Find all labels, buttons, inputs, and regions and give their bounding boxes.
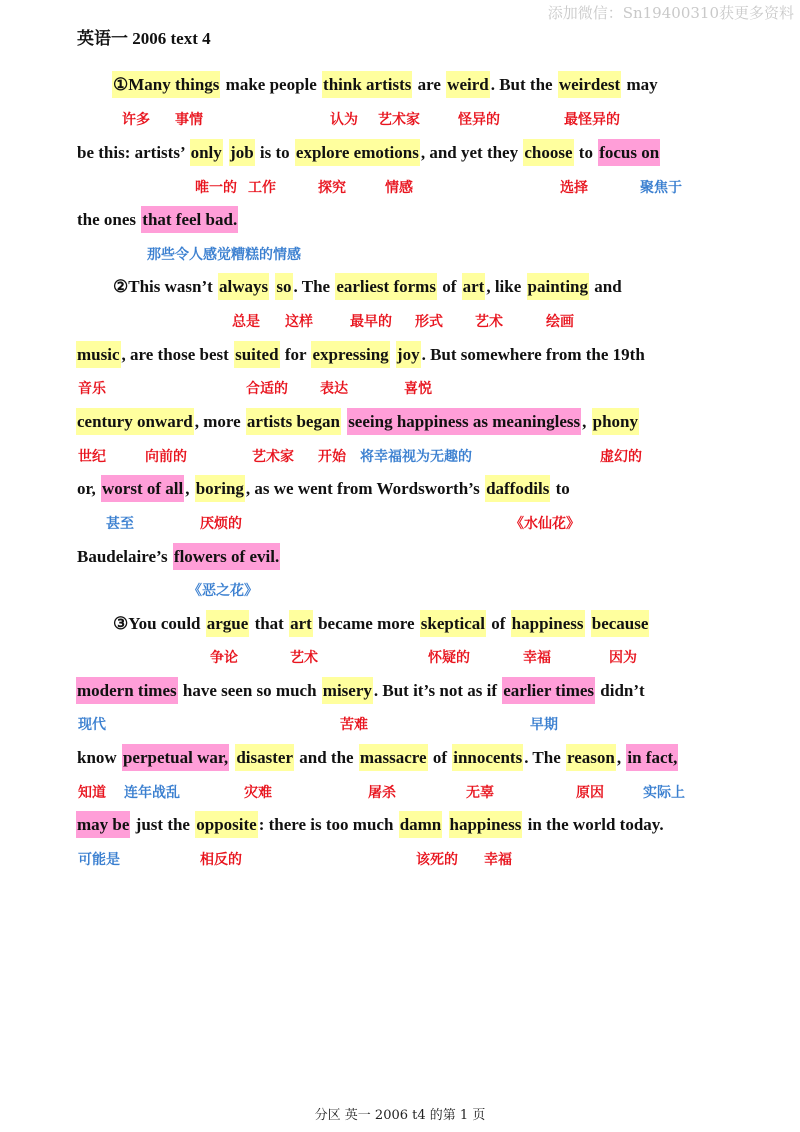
phrase: argue bbox=[206, 610, 250, 637]
gloss: 向前的 bbox=[145, 449, 187, 465]
phrase: painting bbox=[527, 273, 589, 300]
text-segment: are bbox=[413, 75, 446, 94]
gloss: 厌烦的 bbox=[200, 516, 242, 532]
text-segment: to bbox=[574, 143, 598, 162]
phrase: century onward bbox=[76, 408, 194, 435]
text-segment: , as we went from Wordsworth’s bbox=[245, 479, 485, 498]
gloss: 艺术 bbox=[290, 650, 318, 666]
gloss: 虚幻的 bbox=[600, 449, 642, 465]
text-line bbox=[76, 205, 238, 235]
phrase: choose bbox=[523, 139, 573, 166]
gloss: 幸福 bbox=[523, 650, 551, 666]
text-segment: . But it’s not as if bbox=[373, 681, 502, 700]
phrase: happiness bbox=[511, 610, 585, 637]
text-segment: to bbox=[551, 479, 570, 498]
text-segment: , bbox=[616, 748, 626, 767]
text-segment: for bbox=[280, 345, 311, 364]
gloss: 《水仙花》 bbox=[510, 516, 580, 532]
gloss: 总是 bbox=[232, 314, 260, 330]
phrase: expressing bbox=[311, 341, 389, 368]
gloss: 怀疑的 bbox=[428, 650, 470, 666]
text-segment: of bbox=[437, 277, 461, 296]
gloss: 甚至 bbox=[106, 516, 134, 532]
phrase: in fact, bbox=[626, 744, 678, 771]
gloss: 艺术 bbox=[475, 314, 503, 330]
gloss: 早期 bbox=[530, 717, 558, 733]
phrase: earlier times bbox=[502, 677, 595, 704]
phrase: only bbox=[190, 139, 223, 166]
text-line bbox=[112, 272, 623, 302]
gloss: 音乐 bbox=[78, 381, 106, 397]
phrase: job bbox=[229, 139, 255, 166]
gloss: 开始 bbox=[318, 449, 346, 465]
text-segment: of bbox=[428, 748, 452, 767]
gloss: 认为 bbox=[330, 112, 358, 128]
text-segment: the ones bbox=[77, 210, 141, 229]
text-segment: . The bbox=[293, 277, 335, 296]
text-segment: , are those best bbox=[121, 345, 234, 364]
gloss: 实际上 bbox=[643, 785, 685, 801]
phrase: art bbox=[289, 610, 313, 637]
gloss: 知道 bbox=[78, 785, 106, 801]
phrase: opposite bbox=[195, 811, 257, 838]
phrase: modern times bbox=[76, 677, 178, 704]
gloss: 唯一的 bbox=[195, 180, 237, 196]
phrase: because bbox=[591, 610, 650, 637]
phrase: perpetual war, bbox=[122, 744, 229, 771]
text-segment: and the bbox=[295, 748, 358, 767]
gloss: 合适的 bbox=[246, 381, 288, 397]
phrase: suited bbox=[234, 341, 279, 368]
text-segment: , bbox=[185, 479, 194, 498]
gloss: 探究 bbox=[318, 180, 346, 196]
gloss: 将幸福视为无趣的 bbox=[360, 449, 472, 465]
gloss: 该死的 bbox=[416, 852, 458, 868]
text-segment: , and yet they bbox=[420, 143, 523, 162]
phrase: joy bbox=[396, 341, 421, 368]
gloss: 最怪异的 bbox=[564, 112, 620, 128]
text-segment: in the world today. bbox=[523, 815, 664, 834]
gloss: 无辜 bbox=[466, 785, 494, 801]
text-segment: . The bbox=[524, 748, 566, 767]
phrase: art bbox=[462, 273, 486, 300]
phrase: weird bbox=[446, 71, 490, 98]
phrase: skeptical bbox=[420, 610, 486, 637]
text-segment: , like bbox=[486, 277, 526, 296]
phrase: may be bbox=[76, 811, 130, 838]
text-segment: ③You could bbox=[113, 614, 205, 633]
text-line bbox=[76, 474, 571, 504]
phrase: innocents bbox=[452, 744, 523, 771]
gloss: 事情 bbox=[175, 112, 203, 128]
gloss: 世纪 bbox=[78, 449, 106, 465]
page-footer: 分区 英一 2006 t4 的第 1 页 bbox=[314, 1108, 486, 1123]
gloss: 喜悦 bbox=[404, 381, 432, 397]
text-segment: : there is too much bbox=[258, 815, 398, 834]
phrase: music bbox=[76, 341, 121, 368]
text-segment: may bbox=[622, 75, 658, 94]
page-title: 英语一 2006 text 4 bbox=[77, 29, 211, 48]
gloss: 绘画 bbox=[546, 314, 574, 330]
text-segment: of bbox=[487, 614, 510, 633]
phrase: massacre bbox=[359, 744, 428, 771]
phrase: happiness bbox=[449, 811, 523, 838]
phrase: artists began bbox=[246, 408, 341, 435]
text-line bbox=[76, 676, 646, 706]
phrase: boring bbox=[195, 475, 245, 502]
phrase: that feel bad. bbox=[141, 206, 238, 233]
text-segment: , bbox=[582, 412, 591, 431]
text-line bbox=[76, 340, 646, 370]
text-segment: have seen so much bbox=[178, 681, 321, 700]
gloss: 这样 bbox=[285, 314, 313, 330]
phrase: explore emotions bbox=[295, 139, 420, 166]
gloss: 那些令人感觉糟糕的情感 bbox=[147, 247, 301, 263]
text-line bbox=[76, 138, 660, 168]
phrase: reason bbox=[566, 744, 616, 771]
phrase: damn bbox=[399, 811, 443, 838]
gloss: 怪异的 bbox=[458, 112, 500, 128]
phrase: seeing happiness as meaningless bbox=[347, 408, 581, 435]
text-line bbox=[112, 609, 649, 639]
text-line bbox=[112, 70, 659, 100]
phrase: flowers of evil. bbox=[173, 543, 280, 570]
gloss: 可能是 bbox=[78, 852, 120, 868]
gloss: 相反的 bbox=[200, 852, 242, 868]
gloss: 幸福 bbox=[484, 852, 512, 868]
gloss: 灾难 bbox=[244, 785, 272, 801]
phrase: ①Many things bbox=[112, 71, 220, 98]
text-segment: make people bbox=[221, 75, 322, 94]
gloss: 原因 bbox=[576, 785, 604, 801]
gloss: 艺术家 bbox=[252, 449, 294, 465]
text-segment: that bbox=[250, 614, 289, 633]
gloss: 选择 bbox=[560, 180, 588, 196]
phrase: think artists bbox=[322, 71, 412, 98]
phrase: misery bbox=[322, 677, 373, 704]
text-segment: is to bbox=[255, 143, 294, 162]
phrase: so bbox=[275, 273, 292, 300]
text-segment bbox=[442, 811, 448, 838]
phrase: phony bbox=[592, 408, 639, 435]
text-segment: didn’t bbox=[596, 681, 645, 700]
text-segment: just the bbox=[131, 815, 195, 834]
text-line bbox=[76, 743, 678, 773]
gloss: 情感 bbox=[385, 180, 413, 196]
gloss: 许多 bbox=[122, 112, 150, 128]
gloss: 聚焦于 bbox=[640, 180, 682, 196]
gloss: 争论 bbox=[210, 650, 238, 666]
text-segment: , more bbox=[194, 412, 245, 431]
text-line bbox=[76, 810, 665, 840]
text-segment bbox=[585, 610, 591, 637]
text-segment: . But the bbox=[490, 75, 557, 94]
watermark: 添加微信：Sn19400310获更多资料 bbox=[547, 4, 794, 22]
gloss: 连年战乱 bbox=[124, 785, 180, 801]
phrase: always bbox=[218, 273, 269, 300]
phrase: daffodils bbox=[485, 475, 550, 502]
phrase: focus on bbox=[598, 139, 660, 166]
phrase: worst of all bbox=[101, 475, 184, 502]
text-line bbox=[76, 407, 639, 437]
text-line bbox=[76, 542, 280, 572]
gloss: 现代 bbox=[78, 717, 106, 733]
phrase: weirdest bbox=[558, 71, 621, 98]
text-segment: know bbox=[77, 748, 121, 767]
gloss: 《恶之花》 bbox=[188, 583, 258, 599]
gloss: 最早的 bbox=[350, 314, 392, 330]
text-segment: or, bbox=[77, 479, 100, 498]
gloss: 因为 bbox=[609, 650, 637, 666]
gloss: 屠杀 bbox=[368, 785, 396, 801]
text-segment: . But somewhere from the 19th bbox=[421, 345, 645, 364]
text-segment: ②This wasn’t bbox=[113, 277, 218, 296]
gloss: 苦难 bbox=[340, 717, 368, 733]
text-segment bbox=[390, 341, 396, 368]
text-segment: Baudelaire’s bbox=[77, 547, 172, 566]
gloss: 表达 bbox=[320, 381, 348, 397]
text-segment: be this: artists’ bbox=[77, 143, 189, 162]
text-segment: and bbox=[590, 277, 622, 296]
gloss: 形式 bbox=[415, 314, 443, 330]
text-segment: became more bbox=[313, 614, 419, 633]
phrase: earliest forms bbox=[335, 273, 437, 300]
gloss: 工作 bbox=[248, 180, 276, 196]
gloss: 艺术家 bbox=[378, 112, 420, 128]
phrase: disaster bbox=[235, 744, 294, 771]
